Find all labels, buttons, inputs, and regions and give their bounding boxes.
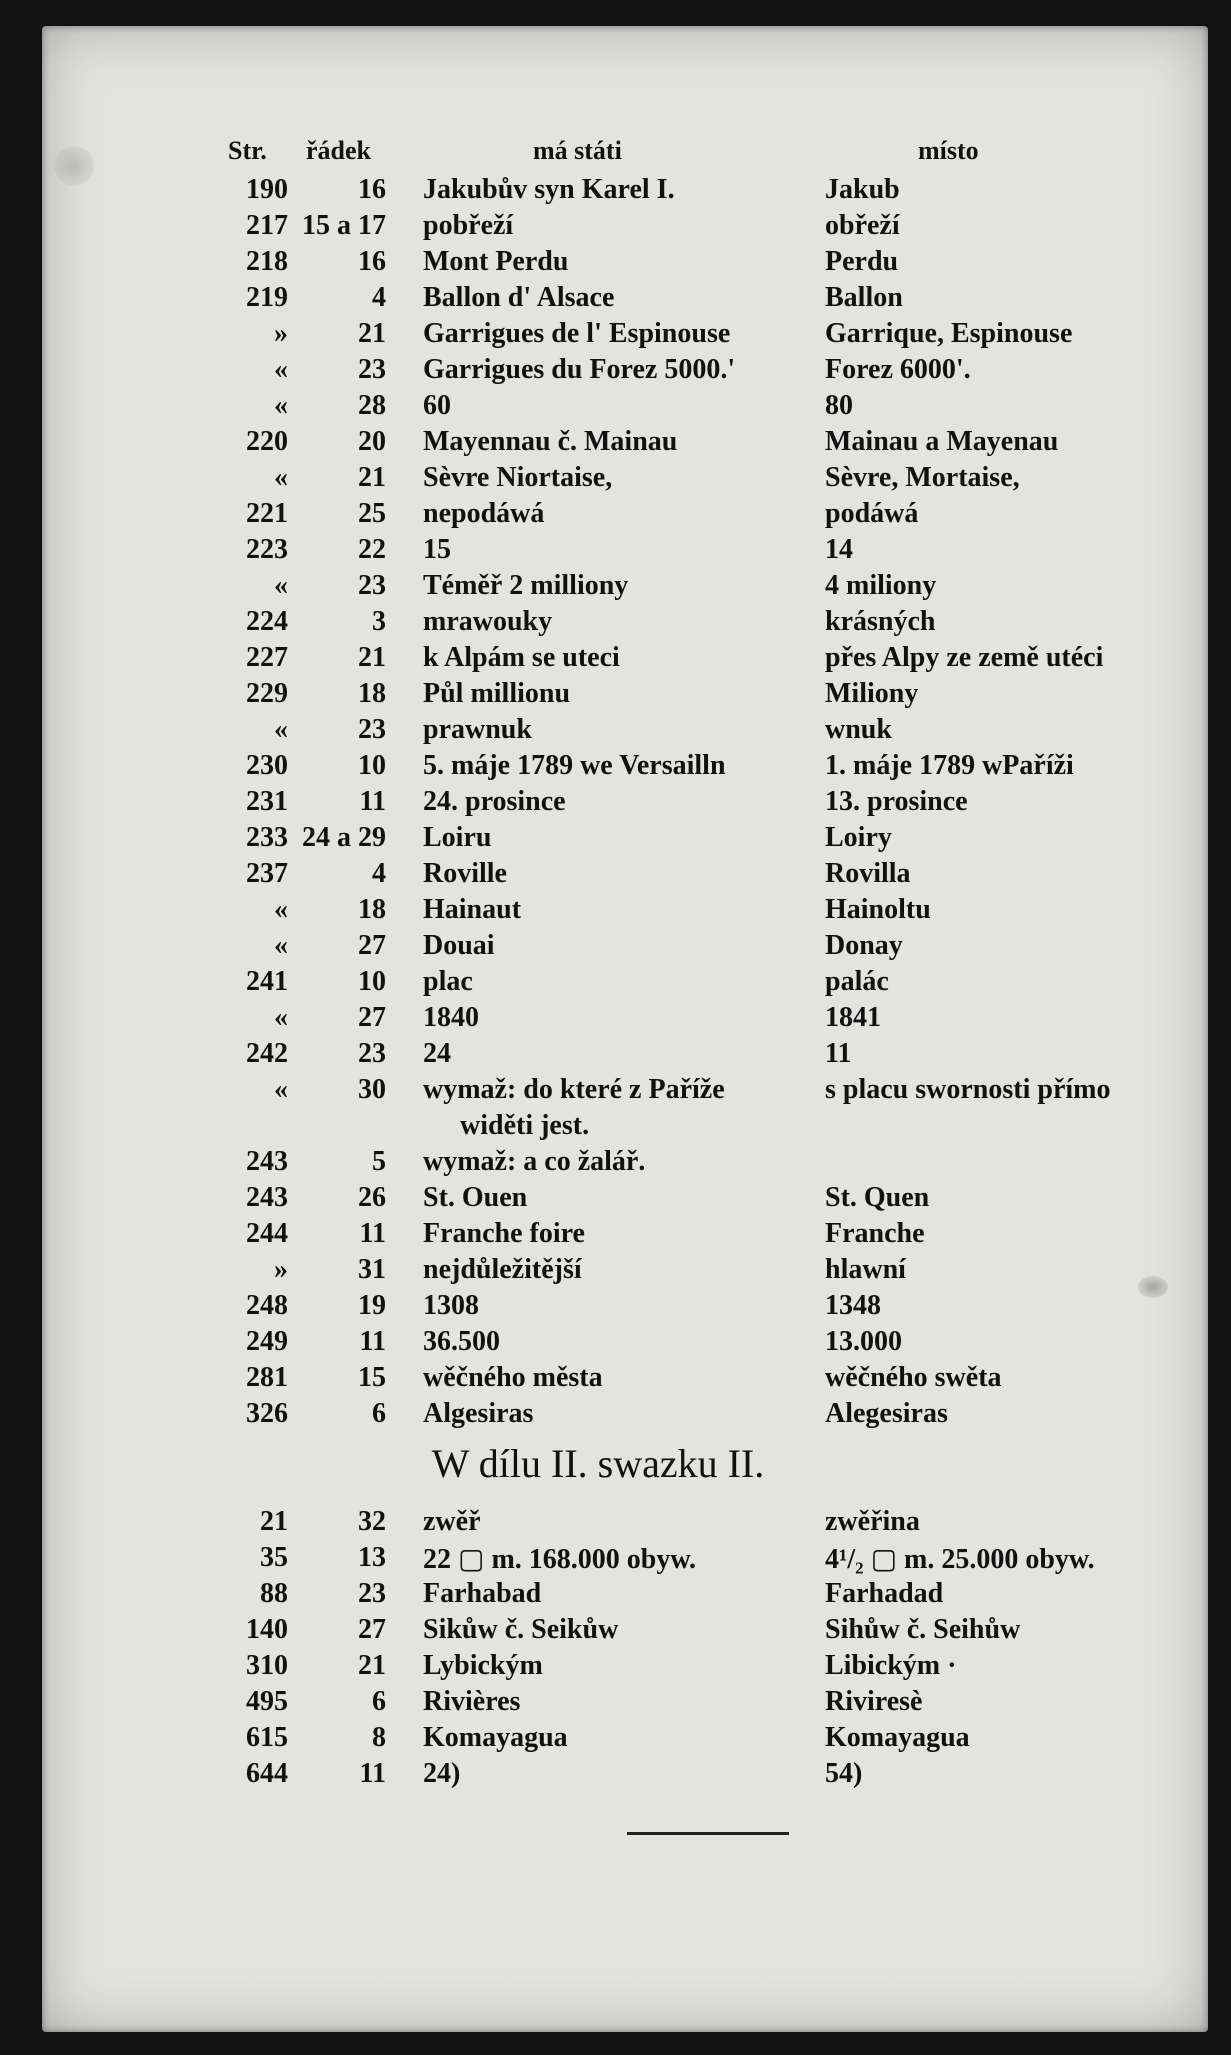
cell-instead-of: palác: [825, 966, 889, 997]
cell-line: 18: [358, 894, 386, 925]
cell-should-be: Hainaut: [423, 894, 522, 925]
table-row: [218, 750, 1188, 786]
cell-should-be: Lybickým: [423, 1650, 543, 1681]
cell-line: 21: [358, 642, 386, 673]
cell-instead-of: Komayagua: [825, 1722, 970, 1753]
cell-should-be: St. Ouen: [423, 1182, 528, 1213]
table-row: [218, 246, 1188, 282]
cell-line: 21: [358, 318, 386, 349]
cell-instead-of: Ballon: [825, 282, 903, 313]
cell-page: «: [274, 714, 288, 745]
cell-should-be: pobřeží: [423, 210, 514, 241]
cell-page: «: [274, 894, 288, 925]
cell-instead-of: 80: [825, 390, 853, 421]
cell-should-be: Sikůw č. Seikůw: [423, 1614, 619, 1645]
table-row: [218, 354, 1188, 390]
table-row: [218, 1362, 1188, 1398]
cell-page: 241: [246, 966, 288, 997]
cell-line: 4: [372, 858, 386, 889]
cell-should-be: Algesiras: [423, 1398, 534, 1429]
table-row: [218, 1038, 1188, 1074]
cell-line: 6: [372, 1686, 386, 1717]
cell-should-be: 1840: [423, 1002, 479, 1033]
cell-should-be: Garrigues du Forez 5000.': [423, 354, 736, 385]
header-misto: místo: [918, 136, 979, 165]
cell-page: 237: [246, 858, 288, 889]
table-row: [218, 1182, 1188, 1218]
cell-page: 140: [246, 1614, 288, 1645]
cell-page: 615: [246, 1722, 288, 1753]
cell-should-be: mrawouky: [423, 606, 553, 637]
header-str: Str.: [228, 136, 267, 165]
cell-page: 326: [246, 1398, 288, 1429]
cell-page: 249: [246, 1326, 288, 1357]
cell-line: 32: [358, 1506, 386, 1537]
cell-should-be: 36.500: [423, 1326, 500, 1357]
cell-instead-of: Alegesiras: [825, 1398, 948, 1429]
cell-instead-of: 1348: [825, 1290, 881, 1321]
errata-table: [218, 136, 1188, 1794]
cell-page: 244: [246, 1218, 288, 1249]
cell-instead-of: 13. prosince: [825, 786, 968, 817]
cell-line: 13: [358, 1542, 386, 1573]
cell-page: 281: [246, 1362, 288, 1393]
cell-instead-of: 54): [825, 1758, 863, 1789]
cell-should-be: Douai: [423, 930, 495, 961]
cell-line: 27: [358, 930, 386, 961]
cell-instead-of: Perdu: [825, 246, 899, 277]
cell-page: 35: [260, 1542, 288, 1573]
table-row: [218, 606, 1188, 642]
cell-line: 30: [358, 1074, 386, 1105]
header-ma-stati: má státi: [533, 136, 622, 165]
cell-should-be: Půl millionu: [423, 678, 571, 709]
cell-instead-of: 13.000: [825, 1326, 902, 1357]
cell-instead-of: Farhadad: [825, 1578, 944, 1609]
table-row: [218, 570, 1188, 606]
cell-should-be: 24. prosince: [423, 786, 566, 817]
cell-line: 11: [359, 1218, 386, 1249]
table-header: [218, 136, 1188, 174]
section-title: W dílu II. swazku II.: [431, 1441, 765, 1486]
cell-instead-of: 4 miliony: [825, 570, 937, 601]
errata-rows-part2: [218, 1146, 1188, 1434]
cell-page: 190: [246, 174, 288, 205]
cell-line: 8: [372, 1722, 386, 1753]
cell-line: 15 a 17: [302, 210, 386, 241]
cell-instead-of: Rovilla: [825, 858, 911, 889]
row-continuation: [218, 1110, 1188, 1146]
table-row: [218, 678, 1188, 714]
cell-line: 23: [358, 570, 386, 601]
table-row: [218, 858, 1188, 894]
cell-should-be: wymaž: do které z Paříže: [423, 1074, 725, 1105]
cell-page: 218: [246, 246, 288, 277]
table-row: [218, 1002, 1188, 1038]
cell-instead-of: podáwá: [825, 498, 919, 529]
table-row: [218, 930, 1188, 966]
header-radek: řádek: [306, 136, 371, 165]
cell-instead-of: Forez 6000'.: [825, 354, 971, 385]
cell-page: 220: [246, 426, 288, 457]
cell-line: 11: [359, 786, 386, 817]
cell-line: 10: [358, 966, 386, 997]
table-row: [218, 1650, 1188, 1686]
cell-line: 28: [358, 390, 386, 421]
errata-rows-volume2: [218, 1506, 1188, 1794]
cell-should-be: plac: [423, 966, 473, 997]
table-row: [218, 714, 1188, 750]
cell-line: 11: [359, 1758, 386, 1789]
cell-instead-of: krásných: [825, 606, 936, 637]
cell-line: 23: [358, 714, 386, 745]
cell-instead-of: zwěřina: [825, 1506, 920, 1537]
cell-line: 18: [358, 678, 386, 709]
table-row: [218, 282, 1188, 318]
table-row: [218, 1398, 1188, 1434]
continuation-text: widěti jest.: [460, 1110, 590, 1141]
closing-rule: [627, 1832, 789, 1835]
cell-page: «: [274, 1074, 288, 1105]
cell-should-be: k Alpám se uteci: [423, 642, 620, 673]
cell-page: 224: [246, 606, 288, 637]
cell-should-be: Ballon d' Alsace: [423, 282, 615, 313]
table-row: [218, 1254, 1188, 1290]
cell-line: 16: [358, 246, 386, 277]
errata-rows-part1: [218, 174, 1188, 1110]
cell-should-be: Garrigues de l' Espinouse: [423, 318, 731, 349]
cell-instead-of: Sihůw č. Seihůw: [825, 1614, 1021, 1645]
cell-line: 6: [372, 1398, 386, 1429]
table-row: [218, 210, 1188, 246]
cell-instead-of: wnuk: [825, 714, 892, 745]
cell-page: 310: [246, 1650, 288, 1681]
cell-instead-of: Sèvre, Mortaise,: [825, 462, 1020, 493]
table-row: [218, 786, 1188, 822]
cell-instead-of: Mainau a Mayenau: [825, 426, 1059, 457]
cell-line: 11: [359, 1326, 386, 1357]
table-row: [218, 1542, 1188, 1578]
cell-page: 223: [246, 534, 288, 565]
table-row: [218, 390, 1188, 426]
cell-should-be: zwěř: [423, 1506, 481, 1537]
cell-instead-of: 1. máje 1789 wPaříži: [825, 750, 1074, 781]
cell-instead-of: 1841: [825, 1002, 881, 1033]
cell-should-be: nejdůležitější: [423, 1254, 582, 1285]
cell-line: 24 a 29: [302, 822, 386, 853]
cell-line: 15: [358, 1362, 386, 1393]
cell-page: 243: [246, 1146, 288, 1177]
cell-page: 227: [246, 642, 288, 673]
cell-should-be: 1308: [423, 1290, 479, 1321]
cell-should-be: wymaž: a co žalář.: [423, 1146, 646, 1177]
cell-should-be: wěčného města: [423, 1362, 603, 1393]
cell-instead-of: Franche: [825, 1218, 925, 1249]
cell-instead-of: 11: [825, 1038, 852, 1069]
cell-page: «: [274, 462, 288, 493]
cell-page: 219: [246, 282, 288, 313]
cell-page: 248: [246, 1290, 288, 1321]
cell-instead-of: Miliony: [825, 678, 919, 709]
table-row: [218, 1146, 1188, 1182]
table-row: [218, 318, 1188, 354]
table-row: [218, 1290, 1188, 1326]
table-row: [218, 1578, 1188, 1614]
cell-line: 31: [358, 1254, 386, 1285]
cell-instead-of: obřeží: [825, 210, 900, 241]
cell-instead-of: wěčného swěta: [825, 1362, 1002, 1393]
cell-should-be: 24: [423, 1038, 451, 1069]
cell-should-be: Komayagua: [423, 1722, 568, 1753]
cell-instead-of: Hainoltu: [825, 894, 931, 925]
cell-line: 23: [358, 1038, 386, 1069]
cell-line: 26: [358, 1182, 386, 1213]
table-row: [218, 1686, 1188, 1722]
cell-instead-of: Libickým ·: [825, 1650, 957, 1681]
table-row: [218, 642, 1188, 678]
cell-should-be: Mont Perdu: [423, 246, 569, 277]
cell-should-be: Rivières: [423, 1686, 521, 1717]
cell-line: 16: [358, 174, 386, 205]
cell-page: 21: [260, 1506, 288, 1537]
cell-line: 21: [358, 462, 386, 493]
cell-line: 27: [358, 1614, 386, 1645]
cell-line: 23: [358, 1578, 386, 1609]
table-row: [218, 1218, 1188, 1254]
cell-line: 20: [358, 426, 386, 457]
table-row: [218, 1506, 1188, 1542]
cell-instead-of: Loiry: [825, 822, 892, 853]
cell-should-be: Franche foire: [423, 1218, 585, 1249]
cell-line: 27: [358, 1002, 386, 1033]
cell-instead-of: St. Quen: [825, 1182, 930, 1213]
stain: [54, 146, 94, 186]
cell-page: «: [274, 390, 288, 421]
cell-instead-of: Donay: [825, 930, 903, 961]
table-row: [218, 1722, 1188, 1758]
cell-should-be: Farhabad: [423, 1578, 542, 1609]
table-row: [218, 174, 1188, 210]
table-row: [218, 462, 1188, 498]
cell-should-be: 22 ▢ m. 168.000 obyw.: [423, 1544, 697, 1575]
table-row: [218, 498, 1188, 534]
cell-page: 243: [246, 1182, 288, 1213]
cell-page: 88: [260, 1578, 288, 1609]
cell-should-be: prawnuk: [423, 714, 532, 745]
cell-should-be: Téměř 2 milliony: [423, 570, 629, 601]
cell-line: 5: [372, 1146, 386, 1177]
cell-page: «: [274, 570, 288, 601]
cell-line: 19: [358, 1290, 386, 1321]
cell-page: «: [274, 930, 288, 961]
table-row: [218, 894, 1188, 930]
cell-line: 21: [358, 1650, 386, 1681]
cell-should-be: 24): [423, 1758, 461, 1789]
cell-page: 242: [246, 1038, 288, 1069]
cell-should-be: nepodáwá: [423, 498, 545, 529]
cell-should-be: 60: [423, 390, 451, 421]
table-row: [218, 1074, 1188, 1110]
cell-page: 217: [246, 210, 288, 241]
cell-page: «: [274, 1002, 288, 1033]
cell-page: «: [274, 354, 288, 385]
cell-page: 230: [246, 750, 288, 781]
cell-page: 644: [246, 1758, 288, 1789]
cell-should-be: Roville: [423, 858, 507, 889]
cell-should-be: Sèvre Niortaise,: [423, 462, 613, 493]
cell-page: »: [274, 1254, 288, 1285]
cell-instead-of: Jakub: [825, 174, 900, 205]
cell-page: 233: [246, 822, 288, 853]
cell-line: 22: [358, 534, 386, 565]
cell-page: 495: [246, 1686, 288, 1717]
cell-page: »: [274, 318, 288, 349]
cell-line: 25: [358, 498, 386, 529]
cell-should-be: Mayennau č. Mainau: [423, 426, 678, 457]
cell-should-be: Loiru: [423, 822, 492, 853]
cell-line: 10: [358, 750, 386, 781]
cell-line: 3: [372, 606, 386, 637]
table-row: [218, 966, 1188, 1002]
cell-page: 231: [246, 786, 288, 817]
cell-should-be: 5. máje 1789 we Versailln: [423, 750, 726, 781]
cell-should-be: Jakubův syn Karel I.: [423, 174, 675, 205]
cell-page: 221: [246, 498, 288, 529]
cell-should-be: 15: [423, 534, 451, 565]
cell-instead-of: Garrique, Espinouse: [825, 318, 1073, 349]
cell-instead-of: 14: [825, 534, 853, 565]
table-row: [218, 426, 1188, 462]
cell-page: 229: [246, 678, 288, 709]
cell-instead-of: hlawní: [825, 1254, 906, 1285]
table-row: [218, 1758, 1188, 1794]
cell-instead-of: přes Alpy ze země utéci: [825, 642, 1104, 673]
table-row: [218, 1326, 1188, 1362]
cell-line: 23: [358, 354, 386, 385]
cell-instead-of: Riviresè: [825, 1686, 923, 1717]
table-row: [218, 1614, 1188, 1650]
cell-instead-of: s placu swornosti přímo: [825, 1074, 1111, 1105]
table-row: [218, 822, 1188, 858]
table-row: [218, 534, 1188, 570]
cell-instead-of: 4¹/₂ ▢ m. 25.000 obyw.: [825, 1544, 1095, 1575]
cell-line: 4: [372, 282, 386, 313]
